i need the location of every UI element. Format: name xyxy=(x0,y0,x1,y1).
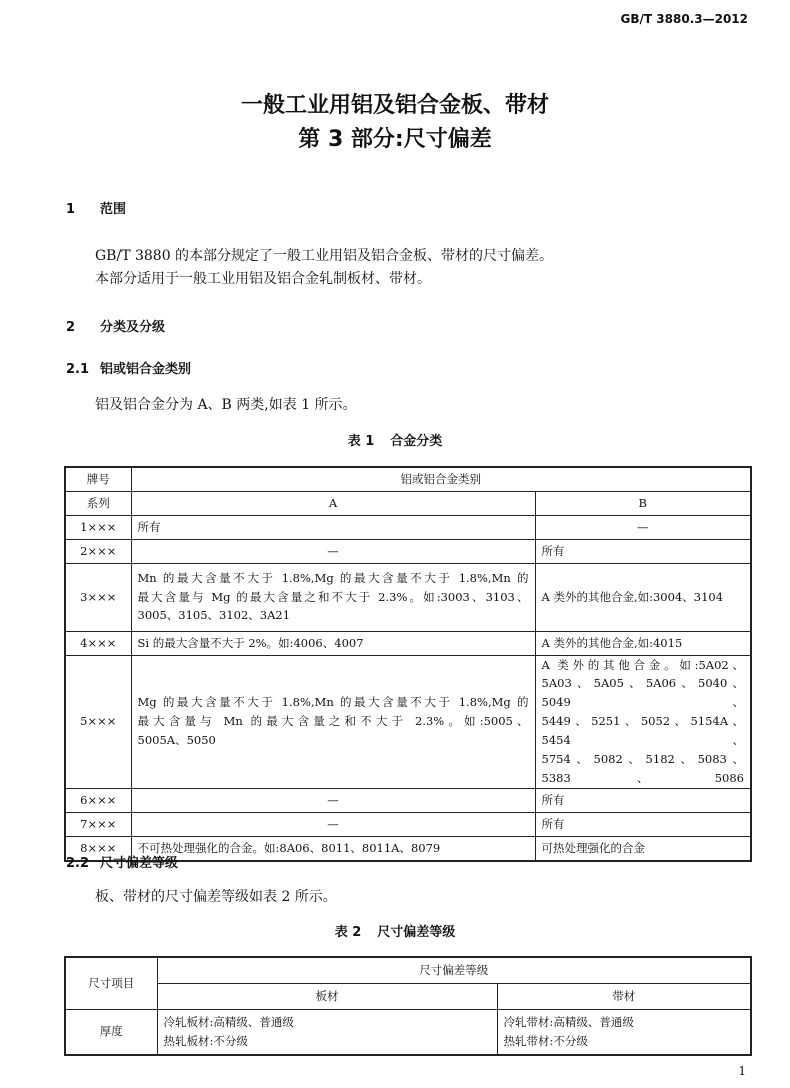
cell-line: 冷轧带材:高精级、普通级 xyxy=(503,1014,634,1029)
class-a-cell: 所有 xyxy=(131,515,535,539)
classification-paragraph: 铝及铝合金分为 A、B 两类,如表 1 所示。 xyxy=(95,397,357,413)
series-cell: 5××× xyxy=(65,655,131,789)
class-a-cell xyxy=(131,563,535,631)
series-cell: 3××× xyxy=(65,563,131,631)
plate-cell xyxy=(157,1009,497,1055)
table-row xyxy=(65,1009,751,1055)
section-number: 2.2 xyxy=(66,856,90,871)
scope-paragraph-1: GB/T 3880 的本部分规定了一般工业用铝及铝合金板、带材的尺寸偏差。 xyxy=(95,248,554,264)
page-number: 1 xyxy=(738,1064,746,1078)
cell-line: 最大含量与 Mn 的最大含量之和不大于 2.3%。如:5005、 xyxy=(137,714,529,729)
table-2-caption xyxy=(0,921,790,940)
series-cell: 4××× xyxy=(65,631,131,655)
cell-line: Mn 的最大含量不大于 1.8%,Mg 的最大含量不大于 1.8%,Mn 的 xyxy=(137,570,529,585)
header-class-b: B xyxy=(535,491,751,515)
section-number: 2 xyxy=(66,320,76,335)
cell-line: 5754、5082、5182、5083、5383、5086 xyxy=(541,752,744,786)
cell-line: 5449、5251、5052、5154A、5454、 xyxy=(541,714,744,748)
series-cell: 8××× xyxy=(65,837,131,861)
alloy-classification-table xyxy=(64,466,752,862)
class-a-cell: — xyxy=(131,539,535,563)
class-a-cell xyxy=(131,655,535,789)
class-b-cell: 所有 xyxy=(535,539,751,563)
cell-line: 3005、3105、3102、3A21 xyxy=(137,608,291,623)
header-item: 尺寸项目 xyxy=(65,957,157,1009)
table-row xyxy=(65,515,751,539)
table-1-caption xyxy=(0,430,790,449)
strip-cell xyxy=(497,1009,751,1055)
section-2-1-heading xyxy=(66,358,191,377)
caption-text: 尺寸偏差等级 xyxy=(377,925,456,940)
section-number: 1 xyxy=(66,202,76,217)
caption-text: 合金分类 xyxy=(390,434,443,449)
header-plate: 板材 xyxy=(157,983,497,1009)
grade-paragraph: 板、带材的尺寸偏差等级如表 2 所示。 xyxy=(95,889,337,905)
table-row xyxy=(65,655,751,789)
series-cell: 1××× xyxy=(65,515,131,539)
section-1-heading xyxy=(66,198,126,217)
cell-line: 热轧板材:不分级 xyxy=(163,1033,248,1048)
caption-number: 表 1 xyxy=(347,434,375,449)
standard-number: GB/T 3880.3—2012 xyxy=(620,12,748,26)
header-series-top: 牌号 xyxy=(65,467,131,491)
class-a-cell: Si 的最大含量不大于 2%。如:4006、4007 xyxy=(131,631,535,655)
table-row xyxy=(65,813,751,837)
table-row xyxy=(65,631,751,655)
series-cell: 2××× xyxy=(65,539,131,563)
table-row xyxy=(65,539,751,563)
class-b-cell xyxy=(535,655,751,789)
row-label: 厚度 xyxy=(65,1009,157,1055)
header-grade: 尺寸偏差等级 xyxy=(157,957,751,983)
tolerance-grade-table xyxy=(64,956,752,1056)
cell-line: A 类外的其他合金。如:5A02、 xyxy=(541,657,744,672)
class-b-cell: A 类外的其他合金,如:4015 xyxy=(535,631,751,655)
header-strip: 带材 xyxy=(497,983,751,1009)
section-title: 范围 xyxy=(100,202,127,217)
series-cell: 7××× xyxy=(65,813,131,837)
section-2-2-heading xyxy=(66,852,178,871)
class-b-cell: 可热处理强化的合金 xyxy=(535,837,751,861)
cell-line: 5A03、5A05、5A06、5040、5049、 xyxy=(541,676,744,710)
table-row xyxy=(65,789,751,813)
section-title: 分类及分级 xyxy=(100,320,166,335)
caption-number: 表 2 xyxy=(334,925,362,940)
scope-paragraph-2: 本部分适用于一般工业用铝及铝合金轧制板材、带材。 xyxy=(95,271,431,287)
section-2-heading xyxy=(66,316,165,335)
cell-line: 5005A、5050 xyxy=(137,733,216,748)
table-row xyxy=(65,563,751,631)
section-number: 2.1 xyxy=(66,362,90,377)
section-title: 尺寸偏差等级 xyxy=(100,856,179,871)
class-b-cell: A 类外的其他合金,如:3004、3104 xyxy=(535,563,751,631)
cell-line: 最大含量与 Mg 的最大含量之和不大于 2.3%。如:3003、3103、 xyxy=(137,589,529,604)
series-cell: 6××× xyxy=(65,789,131,813)
header-series-bottom: 系列 xyxy=(65,491,131,515)
header-class-a: A xyxy=(131,491,535,515)
cell-line: 热轧带材:不分级 xyxy=(503,1033,588,1048)
header-alloy-class: 铝或铝合金类别 xyxy=(131,467,751,491)
class-b-cell: — xyxy=(535,515,751,539)
doc-title-line2: 第 3 部分:尺寸偏差 xyxy=(298,127,492,152)
class-b-cell: 所有 xyxy=(535,813,751,837)
cell-line: 冷轧板材:高精级、普通级 xyxy=(163,1014,294,1029)
class-a-cell: — xyxy=(131,789,535,813)
doc-title-line1: 一般工业用铝及铝合金板、带材 xyxy=(240,93,549,118)
class-a-cell: — xyxy=(131,813,535,837)
section-title: 铝或铝合金类别 xyxy=(100,362,192,377)
class-a-cell: 不可热处理强化的合金。如:8A06、8011、8011A、8079 xyxy=(131,837,535,861)
cell-line: Mg 的最大含量不大于 1.8%,Mn 的最大含量不大于 1.8%,Mg 的 xyxy=(137,695,529,710)
class-b-cell: 所有 xyxy=(535,789,751,813)
